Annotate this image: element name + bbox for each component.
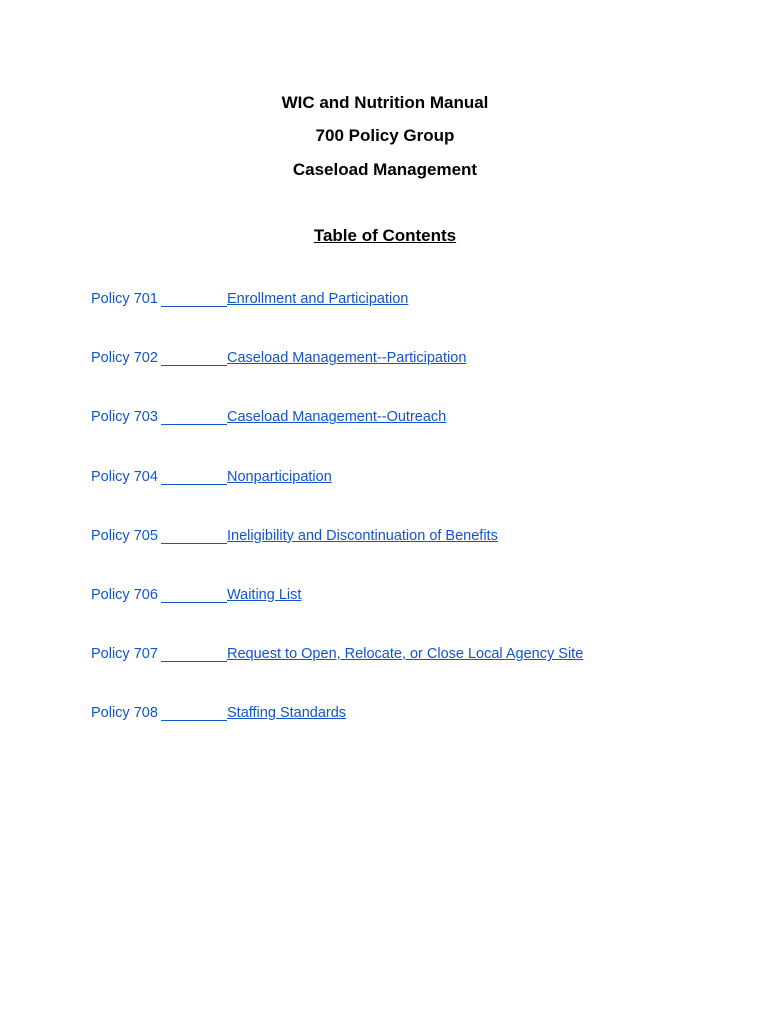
toc-entry-707[interactable] [91,645,691,704]
table-of-contents [91,290,691,764]
subject-title: Caseload Management [292,160,478,179]
toc-heading [0,226,770,246]
toc-entry-number[interactable]: Policy 703 [91,409,158,426]
manual-title: WIC and Nutrition Manual [281,93,489,112]
toc-entry-number[interactable]: Policy 707 [91,646,158,663]
toc-entry-leader [161,424,227,425]
toc-entry-title[interactable]: Nonparticipation [227,468,332,485]
toc-entry-title[interactable]: Ineligibility and Discontinuation of Benefits [227,527,498,544]
toc-entry-number[interactable]: Policy 708 [91,705,158,722]
toc-entry-708[interactable] [91,704,691,763]
toc-entry-706[interactable] [91,586,691,645]
toc-entry-leader [161,365,227,366]
toc-entry-number[interactable]: Policy 702 [91,350,158,367]
toc-entry-title[interactable]: Caseload Management--Participation [227,350,467,367]
toc-entry-703[interactable] [91,408,691,467]
toc-entry-704[interactable] [91,468,691,527]
toc-entry-title[interactable]: Waiting List [227,586,302,603]
toc-entry-leader [161,543,227,544]
toc-entry-705[interactable] [91,527,691,586]
toc-entry-number[interactable]: Policy 706 [91,586,158,603]
toc-entry-leader [161,306,227,307]
toc-entry-leader [161,602,227,603]
toc-entry-number[interactable]: Policy 705 [91,527,158,544]
toc-entry-leader [161,484,227,485]
policy-group-title: 700 Policy Group [315,126,455,145]
toc-heading-text: Table of Contents [313,226,457,245]
toc-entry-title[interactable]: Enrollment and Participation [227,291,409,307]
toc-entry-701[interactable] [91,290,691,349]
toc-entry-number[interactable]: Policy 704 [91,468,158,485]
toc-entry-number[interactable]: Policy 701 [91,291,158,307]
toc-entry-702[interactable] [91,349,691,408]
toc-entry-title[interactable]: Caseload Management--Outreach [227,409,447,426]
toc-entry-title[interactable]: Request to Open, Relocate, or Close Local Agency Site [227,646,584,663]
toc-entry-leader [161,720,227,721]
toc-entry-leader [161,661,227,662]
toc-entry-title[interactable]: Staffing Standards [227,705,347,722]
